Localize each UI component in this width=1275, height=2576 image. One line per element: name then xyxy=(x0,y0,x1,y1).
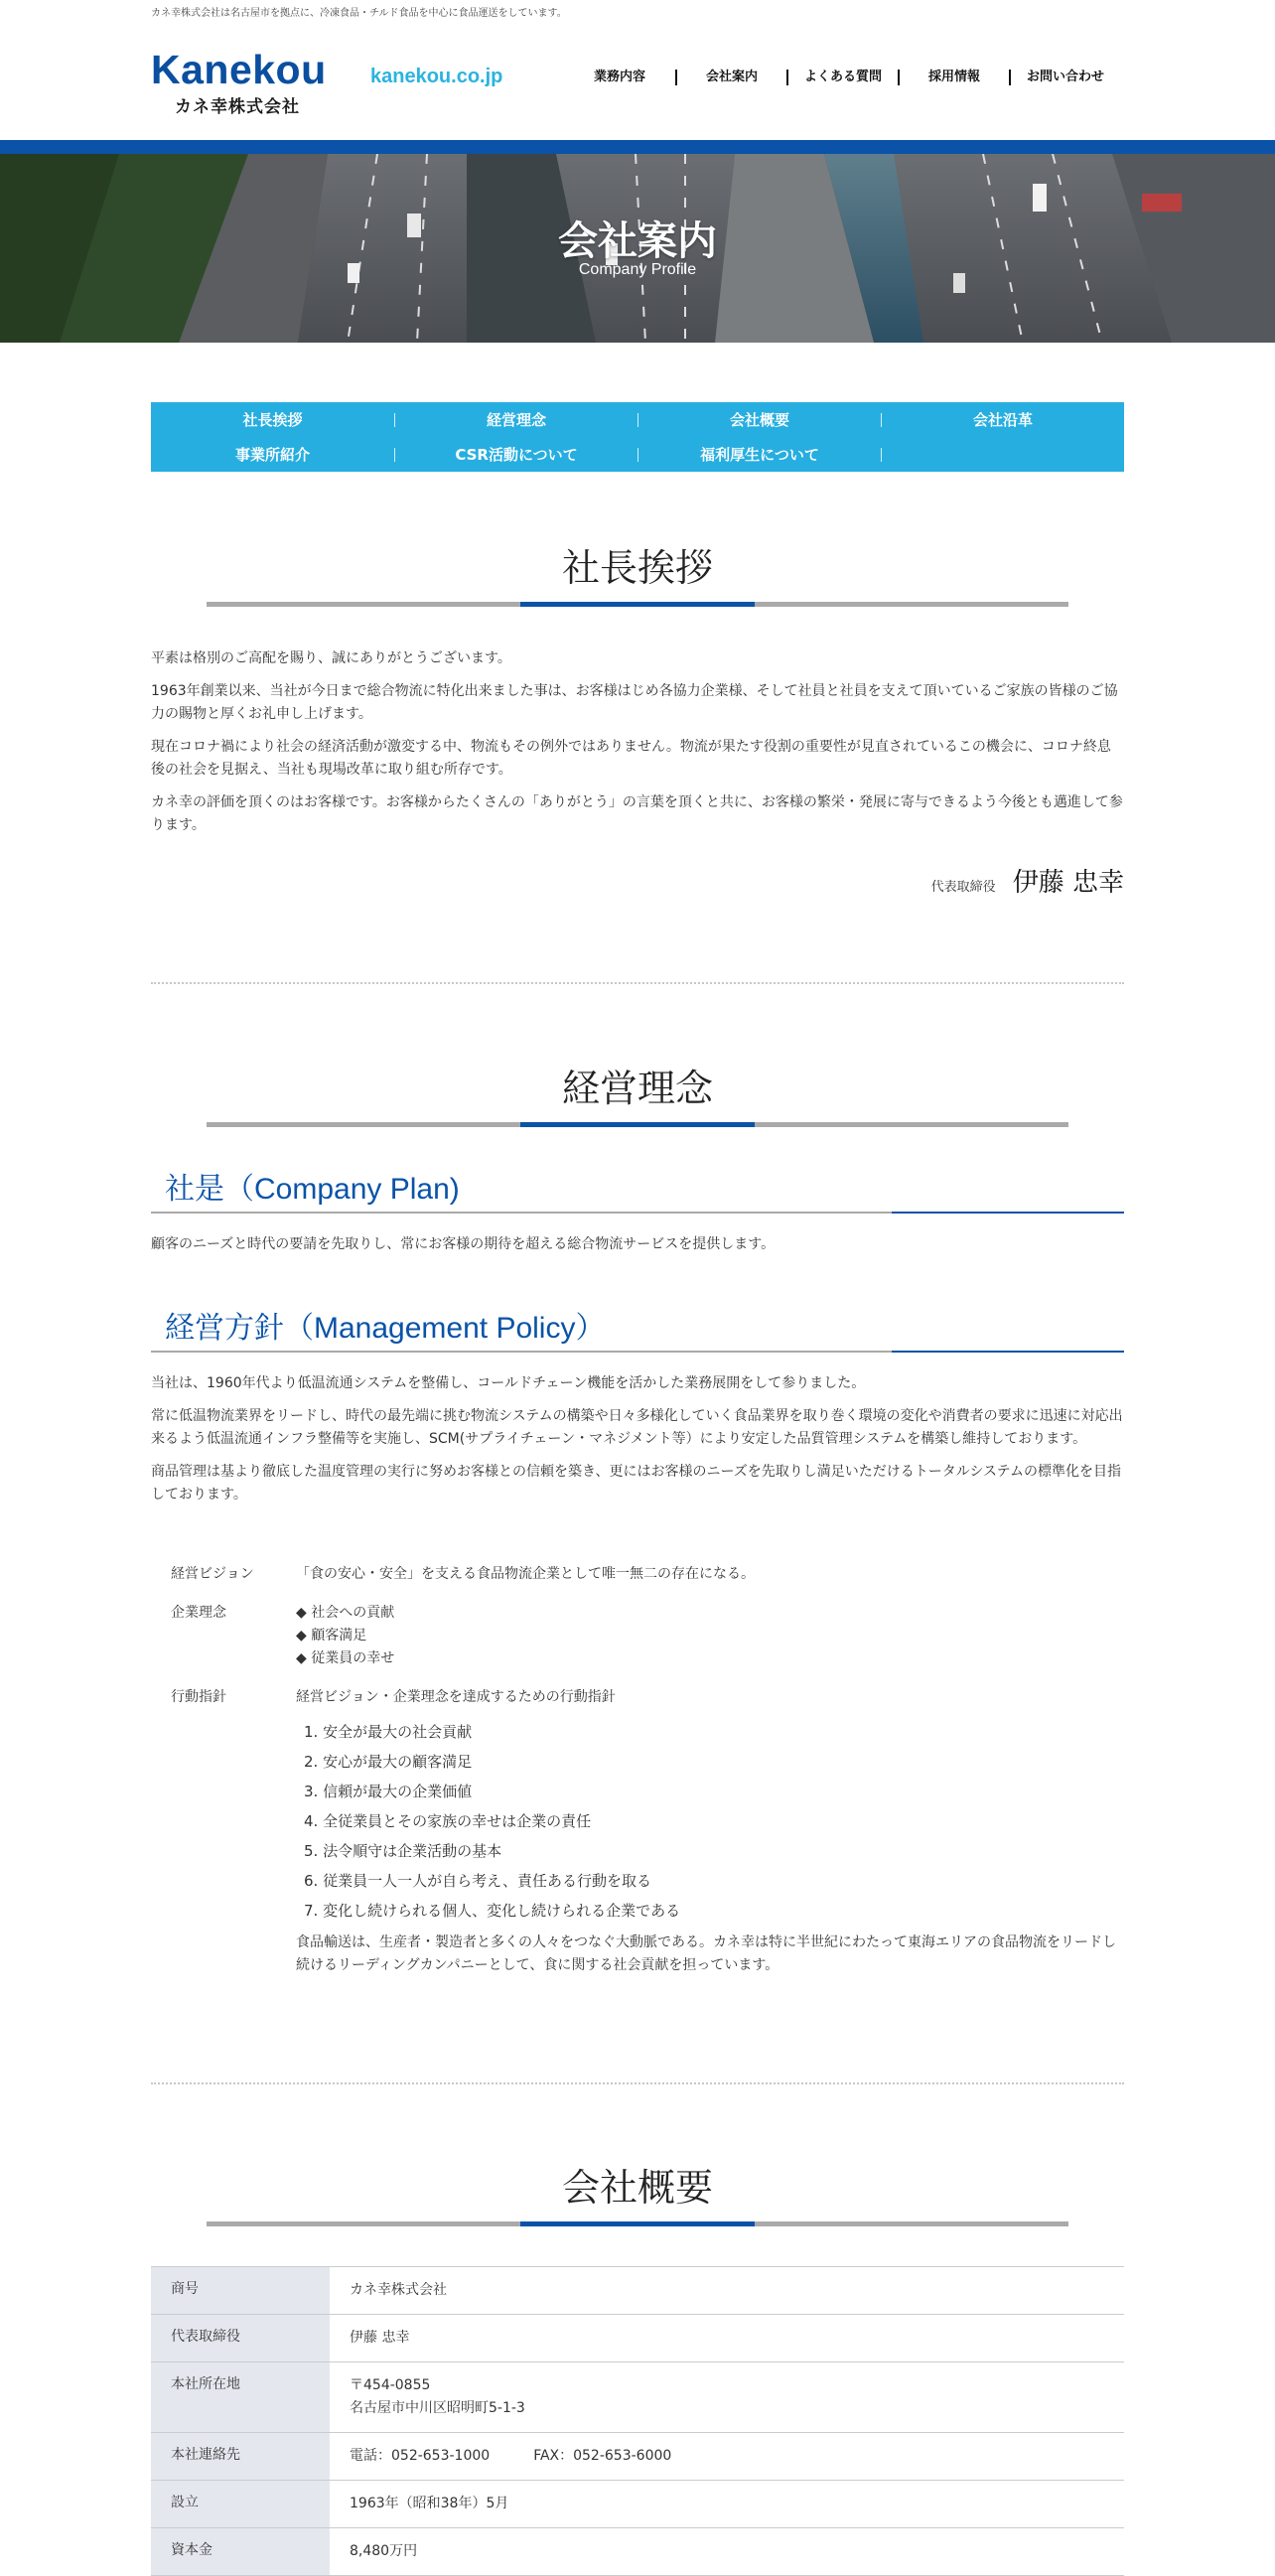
policy-paragraph: 商品管理は基より徹底した温度管理の実行に努めお客様との信頼を築き、更にはお客様のニーズを先取りし満足いただけるトータルシステムの標準化を目指しております。 xyxy=(151,1464,1121,1503)
company-logo[interactable] xyxy=(151,47,340,117)
management-policy-heading xyxy=(151,1301,1124,1353)
nav-company[interactable]: 会社案内 xyxy=(675,70,786,85)
row-label: 設立 xyxy=(151,2481,330,2527)
subnav-philosophy[interactable]: 経営理念 xyxy=(394,413,638,427)
table-row xyxy=(151,2267,1124,2315)
greeting-paragraph: 現在コロナ禍により社会の経済活動が激変する中、物流もその例外ではありません。物流が果たす役割の重要性が見直されているこの機会に、コロナ終息後の社会を見据え、当社も現場改革に取り組む所存です。 xyxy=(151,739,1111,778)
row-value: カネ幸株式会社 xyxy=(350,2282,447,2298)
subnav-offices[interactable]: 事業所紹介 xyxy=(234,445,310,464)
hero-banner xyxy=(0,154,1275,343)
nav-services[interactable]: 業務内容 xyxy=(593,70,645,84)
philosophy-title: 経営理念 xyxy=(561,1067,713,1110)
greeting-paragraph: 平素は格別のご高配を賜り、誠にありがとうございます。 xyxy=(151,650,511,666)
corporate-philosophy-item: ◆ 社会への貢献 xyxy=(296,1605,395,1621)
action-guideline-footer: 食品輸送は、生産者・製造者と多くの人々をつなぐ大動脈である。カネ幸は特に半世紀にわたって東海エリアの食品物流をリードし続けるリーディングカンパニーとして、食に関する社会貢献を担っています。 xyxy=(296,1934,1116,1973)
site-tagline: カネ幸株式会社は名古屋市を拠点に、冷凍食品・チルド食品を中心に食品運送をしています。 xyxy=(151,8,567,19)
logo-english: Kanekou xyxy=(151,47,327,92)
fax-number: FAX：052-653-6000 xyxy=(533,2448,672,2464)
policy-paragraph: 常に低温物流業界をリードし、時代の最先端に挑む物流システムの構築や日々多様化していく食品業界を取り巻く環境の変化や消費者の要求に迅速に対応出来るよう低温流通インフラ整備等を実施し、SCM(サプライチェーン・マネジメント等）により安定した品質管理システムを構築し維持しております。 xyxy=(151,1408,1123,1447)
subnav-row xyxy=(151,402,1124,437)
subnav-empty-cell xyxy=(881,448,1124,462)
philosophy-title-underline xyxy=(207,1122,1068,1127)
policy-paragraph: 当社は、1960年代より低温流通システムを整備し、コールドチェーン機能を活かした業務展開をして参りました。 xyxy=(151,1375,866,1391)
action-guideline-item: 3. 信頼が最大の企業価値 xyxy=(304,1783,473,1800)
subnav-history[interactable]: 会社沿革 xyxy=(881,413,1124,427)
subnav-csr[interactable]: CSR活動について xyxy=(394,448,638,462)
nav-recruit[interactable]: 採用情報 xyxy=(898,70,1009,85)
hero-subtitle: Company Profile xyxy=(578,261,697,278)
greeting-title: 社長挨拶 xyxy=(561,546,713,590)
row-value: 伊藤 忠幸 xyxy=(350,2330,410,2346)
president-role: 代表取締役 xyxy=(930,880,996,895)
action-guideline-item: 6. 従業員一人一人が自ら考え、責任ある行動を取る xyxy=(304,1872,651,1890)
company-overview-table xyxy=(151,2266,1124,2576)
overview-title-underline xyxy=(207,2221,1068,2226)
row-label: 資本金 xyxy=(151,2528,330,2575)
global-nav xyxy=(564,70,1120,85)
management-policy-body xyxy=(151,1372,1124,1516)
row-label: 商号 xyxy=(151,2267,330,2314)
corporate-philosophy-row xyxy=(151,1602,1124,1670)
nav-contact[interactable]: お問い合わせ xyxy=(1009,70,1120,85)
postal-code: 〒454-0855 xyxy=(350,2377,431,2393)
action-guideline-label: 行動指針 xyxy=(171,1689,226,1705)
action-guideline-list xyxy=(304,1717,1124,1926)
company-plan-text: 顧客のニーズと時代の要請を先取りし、常にお客様の期待を超える総合物流サービスを提供します。 xyxy=(151,1236,776,1252)
address: 名古屋市中川区昭明町5-1-3 xyxy=(350,2400,525,2416)
section-divider xyxy=(151,982,1124,984)
subnav-row xyxy=(151,437,1124,472)
row-value: 8,480万円 xyxy=(350,2543,418,2559)
vision-row xyxy=(151,1563,1124,1586)
nav-faq[interactable]: よくある質問 xyxy=(786,70,898,85)
overview-title: 会社概要 xyxy=(561,2166,713,2210)
table-row xyxy=(151,2362,1124,2433)
action-guideline-intro: 経営ビジョン・企業理念を達成するための行動指針 xyxy=(296,1689,616,1705)
management-policy-heading-text: 経営方針（Management Policy） xyxy=(165,1312,606,1345)
greeting-paragraph: 1963年創業以来、当社が今日まで総合物流に特化出来ました事は、お客様はじめ各協力企業様、そして社員と社員を支えて頂いているご家族の皆様のご協力の賜物と厚くお礼申し上げます。 xyxy=(151,683,1118,722)
action-guideline-row xyxy=(151,1686,1124,1977)
corporate-philosophy-label: 企業理念 xyxy=(171,1605,226,1621)
header-divider-bar xyxy=(0,140,1275,154)
row-value: 1963年（昭和38年）5月 xyxy=(350,2496,509,2511)
table-row xyxy=(151,2528,1124,2576)
company-plan-heading-text: 社是（Company Plan) xyxy=(165,1173,460,1206)
subnav-greeting[interactable]: 社長挨拶 xyxy=(242,410,303,429)
row-label: 代表取締役 xyxy=(151,2315,330,2361)
president-name: 伊藤 忠幸 xyxy=(1012,868,1124,898)
action-guideline-item: 4. 全従業員とその家族の幸せは企業の責任 xyxy=(304,1812,592,1830)
greeting-body xyxy=(151,647,1124,847)
site-domain: kanekou.co.jp xyxy=(370,66,503,87)
greeting-title-underline xyxy=(207,602,1068,607)
section-divider xyxy=(151,2082,1124,2084)
table-row xyxy=(151,2481,1124,2528)
action-guideline-item: 7. 変化し続けられる個人、変化し続けられる企業である xyxy=(304,1902,681,1920)
row-label: 本社連絡先 xyxy=(151,2433,330,2480)
hero-title: 会社案内 xyxy=(558,218,717,264)
vision-text: 「食の安心・安全」を支える食品物流企業として唯一無二の存在になる。 xyxy=(296,1566,755,1582)
philosophy-table xyxy=(151,1563,1124,1993)
greeting-paragraph: カネ幸の評価を頂くのはお客様です。お客様からたくさんの「ありがとう」の言葉を頂くと共に、お客様の繁栄・発展に寄与できるよう今後とも邁進して参ります。 xyxy=(151,794,1123,833)
action-guideline-item: 2. 安心が最大の顧客満足 xyxy=(304,1753,473,1771)
subnav-overview[interactable]: 会社概要 xyxy=(638,413,881,427)
page-subnav xyxy=(151,402,1124,472)
action-guideline-item: 1. 安全が最大の社会貢献 xyxy=(304,1723,473,1741)
company-plan-heading xyxy=(151,1162,1124,1214)
vision-label: 経営ビジョン xyxy=(171,1566,254,1582)
row-label: 本社所在地 xyxy=(151,2362,330,2432)
corporate-philosophy-item: ◆ 顧客満足 xyxy=(296,1628,367,1644)
table-row xyxy=(151,2433,1124,2481)
action-guideline-item: 5. 法令順守は企業活動の基本 xyxy=(304,1842,502,1860)
corporate-philosophy-item: ◆ 従業員の幸せ xyxy=(296,1650,395,1666)
subnav-welfare[interactable]: 福利厚生について xyxy=(638,448,881,462)
logo-japanese: カネ幸株式会社 xyxy=(175,97,300,117)
phone-number[interactable]: 電話：052-653-1000 xyxy=(350,2448,491,2464)
president-signature xyxy=(151,862,1124,899)
table-row xyxy=(151,2315,1124,2362)
